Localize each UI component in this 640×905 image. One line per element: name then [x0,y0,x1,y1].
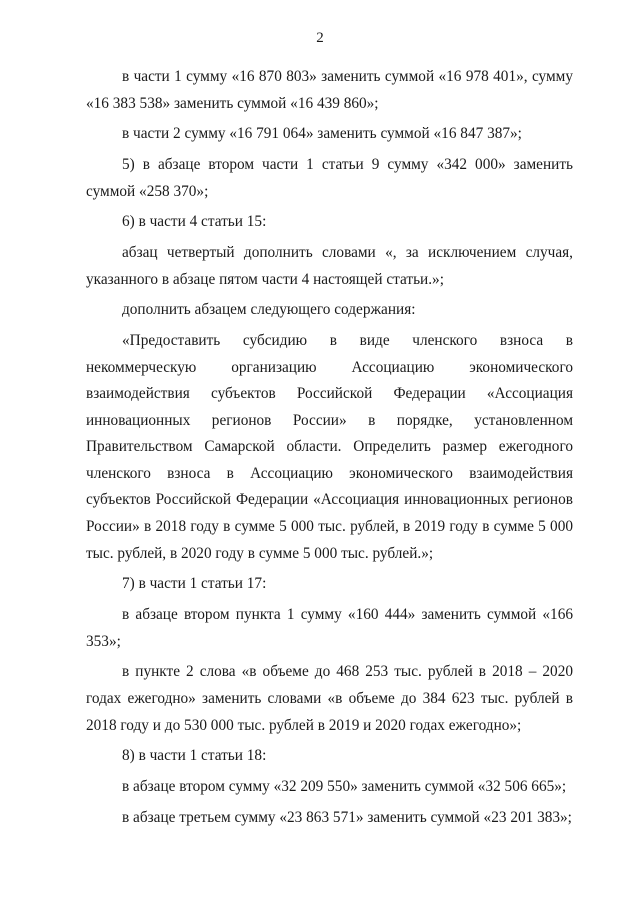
page-number: 2 [316,30,324,46]
paragraph-item-6: 6) в части 4 статьи 15: [122,213,267,231]
document-body [86,64,573,831]
paragraph-item-8: 8) в части 1 статьи 18: [122,747,267,765]
paragraph-add-abzac: дополнить абзацем следующего содержания: [122,301,416,319]
paragraph-amend-part1: в части 1 сумму «16 870 803» заменить суммой «16 978 401», сумму «16 383 538» заменить суммой «16 439 860»; [86,68,573,112]
paragraph-abzac-fourth: абзац четвертый дополнить словами «, за исключением случая, указанного в абзаце пятом части 4 настоящей статьи.»; [86,243,573,288]
paragraph-quote-subsidy: «Предоставить субсидию в виде членского взноса в некоммерческую организацию Ассоциацию экономического взаимодействия субъектов Российской Федерации «Ассоциация инновационных регионов России» в порядке, установленном Правительством Самарской области. Определить размер ежегодного членского взноса в Ассоциацию экономического взаимодействия субъектов Российской Федерации «Ассоциация инновационных регионов России» в 2018 году в сумме 5 000 тыс. рублей, в 2019 году в сумме 5 000 тыс. рублей, в 2020 году в сумме 5 000 тыс. рублей.»; [86,331,573,562]
paragraph-item-5: 5) в абзаце втором части 1 статьи 9 сумму «342 000» заменить суммой «258 370»; [86,155,573,200]
paragraph-punkt-2: в пункте 2 слова «в объеме до 468 253 тыс. рублей в 2018 – 2020 годах ежегодно» заменить словами «в объеме до 384 623 тыс. рублей в 2018 году и до 530 000 тыс. рублей в 2019 и 2020 годах ежегодно»; [86,663,573,734]
paragraph-punkt-1: в абзаце втором пункта 1 сумму «160 444» заменить суммой «166 353»; [86,606,573,650]
paragraph-abzac-third: в абзаце третьем сумму «23 863 571» заменить суммой «23 201 383»; [122,808,572,826]
paragraph-amend-part2: в части 2 сумму «16 791 064» заменить суммой «16 847 387»; [122,125,522,143]
paragraph-abzac-second: в абзаце втором сумму «32 209 550» заменить суммой «32 506 665»; [122,777,567,795]
paragraph-item-7: 7) в части 1 статьи 17: [122,575,267,593]
